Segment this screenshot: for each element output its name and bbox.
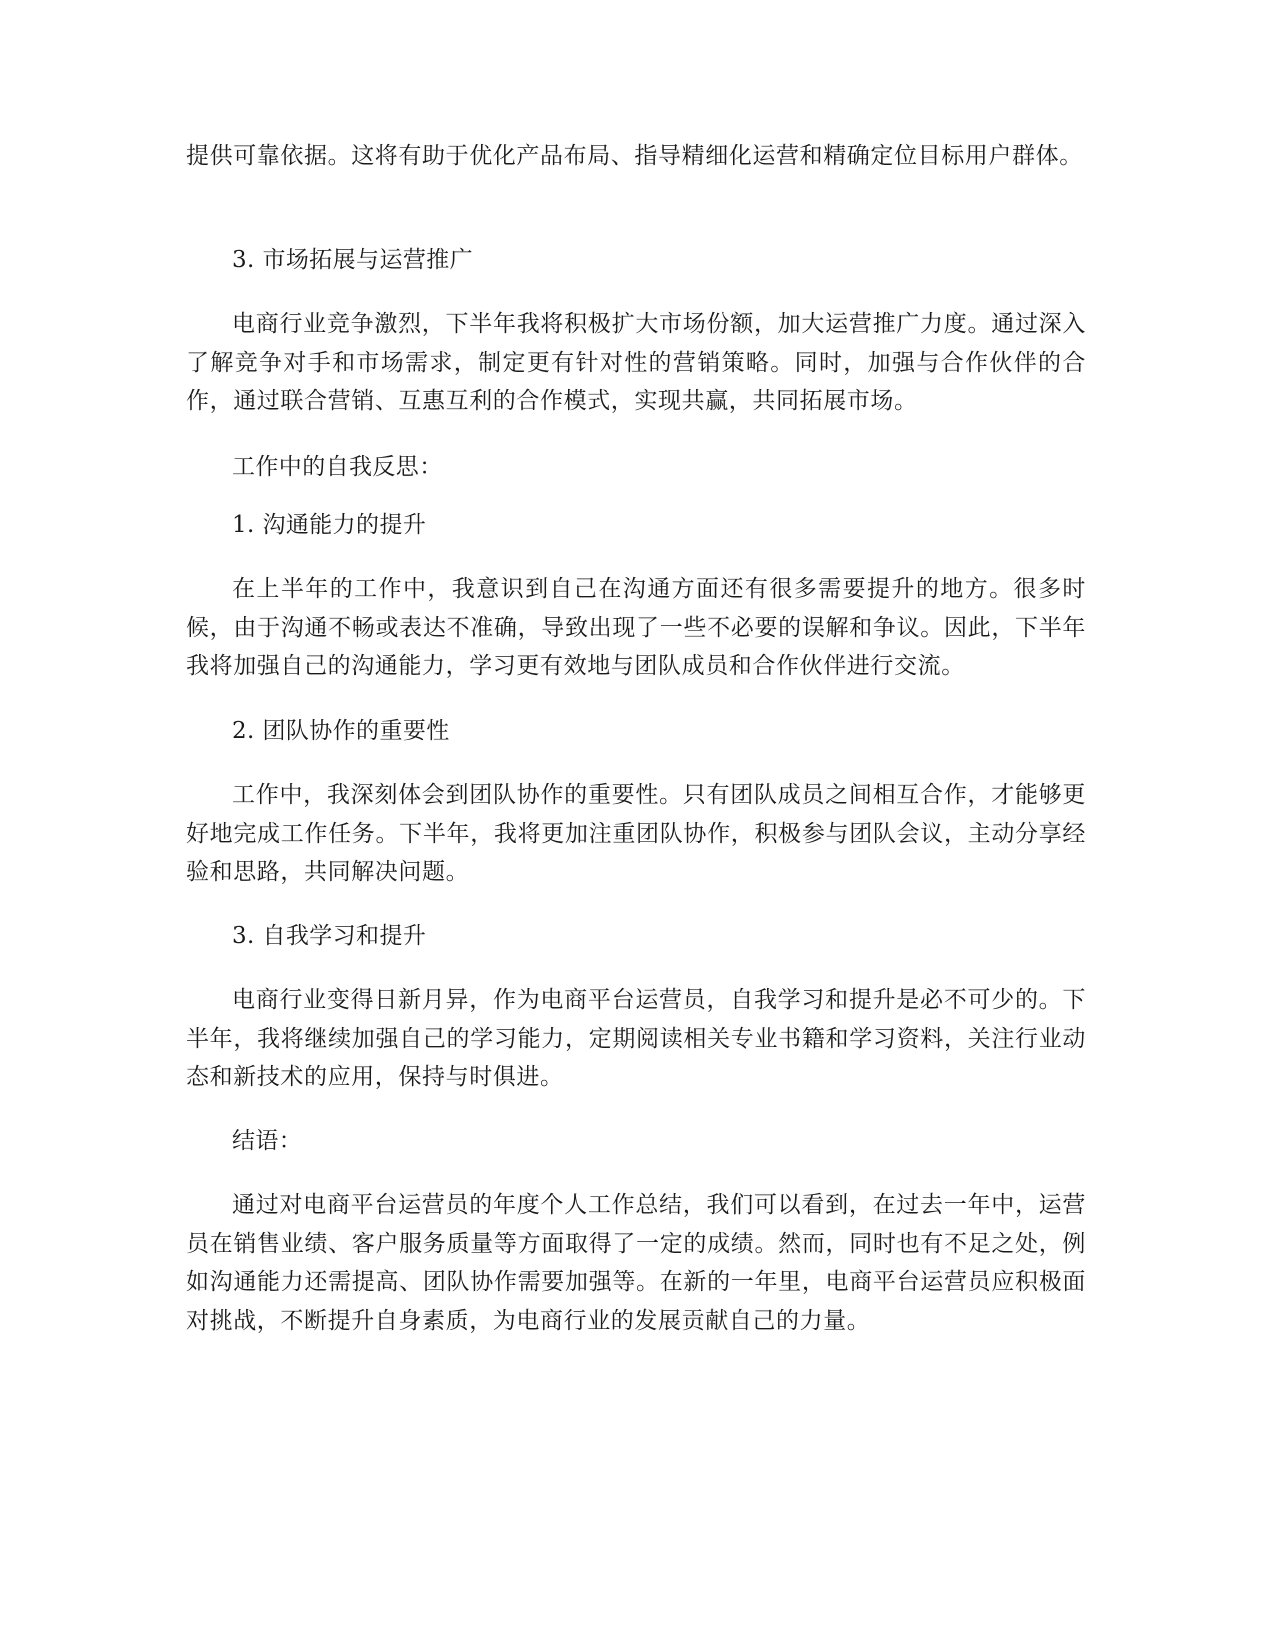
- heading-teamwork: 2. 团队协作的重要性: [232, 718, 450, 744]
- paragraph-market-expansion: 电商行业竞争激烈，下半年我将积极扩大市场份额，加大运营推广力度。通过深入了解竞争对手和市场需求，制定更有针对性的营销策略。同时，加强与合作伙伴的合作，通过联合营销、互惠互利的合作模式，实现共赢，共同拓展市场。: [186, 311, 1086, 414]
- paragraph-continuation: 提供可靠依据。这将有助于优化产品布局、指导精细化运营和精确定位目标用户群体。: [186, 143, 1083, 169]
- paragraph-self-learning: 电商行业变得日新月异，作为电商平台运营员，自我学习和提升是必不可少的。下半年，我将继续加强自己的学习能力，定期阅读相关专业书籍和学习资料，关注行业动态和新技术的应用，保持与时俱进。: [186, 987, 1086, 1090]
- heading-self-reflection: 工作中的自我反思：: [232, 454, 443, 480]
- paragraph-conclusion: 通过对电商平台运营员的年度个人工作总结，我们可以看到，在过去一年中，运营员在销售业绩、客户服务质量等方面取得了一定的成绩。然而，同时也有不足之处，例如沟通能力还需提高、团队协作需要加强等。在新的一年里，电商平台运营员应积极面对挑战，不断提升自身素质，为电商行业的发展贡献自己的力量。: [186, 1192, 1086, 1334]
- heading-conclusion: 结语：: [232, 1128, 303, 1154]
- heading-self-learning: 3. 自我学习和提升: [232, 923, 427, 949]
- heading-market-expansion: 3. 市场拓展与运营推广: [232, 247, 474, 273]
- paragraph-communication: 在上半年的工作中，我意识到自己在沟通方面还有很多需要提升的地方。很多时候，由于沟通不畅或表达不准确，导致出现了一些不必要的误解和争议。因此，下半年我将加强自己的沟通能力，学习更有效地与团队成员和合作伙伴进行交流。: [186, 576, 1086, 679]
- paragraph-teamwork: 工作中，我深刻体会到团队协作的重要性。只有团队成员之间相互合作，才能够更好地完成工作任务。下半年，我将更加注重团队协作，积极参与团队会议，主动分享经验和思路，共同解决问题。: [186, 782, 1086, 885]
- heading-communication: 1. 沟通能力的提升: [232, 512, 427, 538]
